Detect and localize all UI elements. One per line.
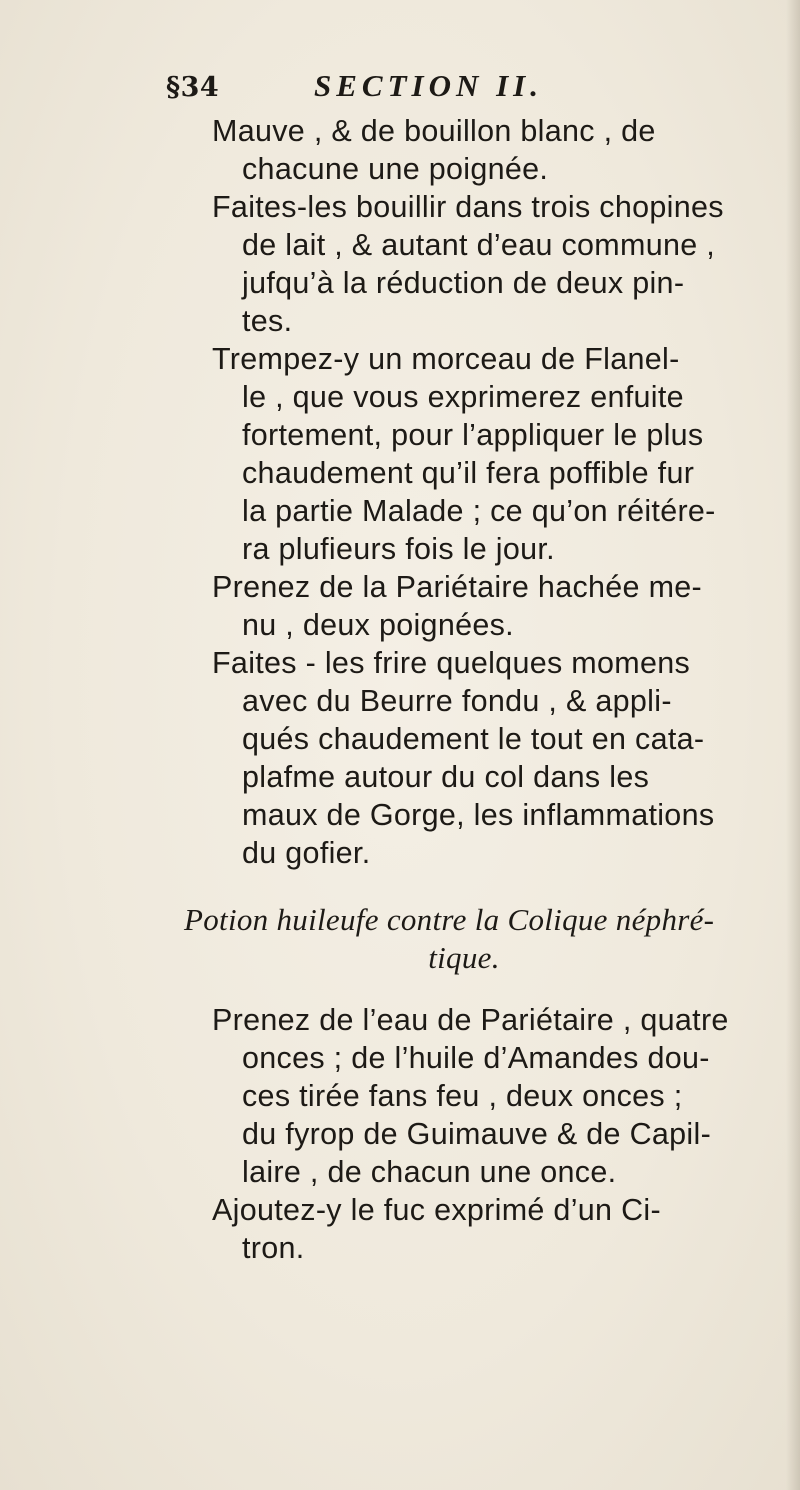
paragraph (212, 112, 772, 188)
text-line: tes. (242, 304, 293, 338)
text-line: jufqu’à la réduction de deux pin- (242, 266, 685, 300)
text-line: avec du Beurre fondu , & appli- (242, 684, 672, 718)
recipe-heading-continuation: tique. (428, 940, 500, 975)
text-line: fortement, pour l’appliquer le plus (242, 418, 704, 452)
text-line: maux de Gorge, les inflammations (242, 798, 715, 832)
text-line: nu , deux poignées. (242, 608, 514, 642)
text-line: laire , de chacun une once. (242, 1155, 617, 1189)
paragraph (212, 1001, 772, 1191)
text-line: plafme autour du col dans les (242, 760, 650, 794)
paragraph (212, 188, 772, 340)
body-text (184, 112, 772, 1267)
paragraph (212, 1191, 772, 1267)
text-line: Trempez-y un morceau de Flanel- (212, 342, 680, 376)
paragraph (212, 644, 772, 872)
page-number: §34 (166, 72, 220, 103)
text-line: ces tirée fans feu , deux onces ; (242, 1079, 683, 1113)
text-line: du gofier. (242, 836, 371, 870)
paragraph (212, 340, 772, 568)
page-header (166, 68, 726, 112)
paragraph (212, 568, 772, 644)
text-line: tron. (242, 1231, 305, 1265)
text-line: Mauve , & de bouillon blanc , de (212, 114, 656, 148)
text-line: chacune une poignée. (242, 152, 549, 186)
text-line: ra plufieurs fois le jour. (242, 532, 555, 566)
page-edge-shadow (786, 0, 800, 1490)
text-line: Faites - les frire quelques momens (212, 646, 691, 680)
text-line: chaudement qu’il fera poffible fur (242, 456, 695, 490)
running-head: SECTION II. (314, 68, 543, 103)
text-line: la partie Malade ; ce qu’on réitére- (242, 494, 716, 528)
text-line: du fyrop de Guimauve & de Capil- (242, 1117, 712, 1151)
text-line: Ajoutez-y le fuc exprimé d’un Ci- (212, 1193, 661, 1227)
text-line: onces ; de l’huile d’Amandes dou- (242, 1041, 710, 1075)
text-line: qués chaudement le tout en cata- (242, 722, 705, 756)
text-line: de lait , & autant d’eau commune , (242, 228, 716, 262)
text-line: Faites-les bouillir dans trois chopines (212, 190, 724, 224)
recipe-heading: Potion huileufe contre la Colique néphré- (184, 902, 715, 937)
text-line: Prenez de l’eau de Pariétaire , quatre (212, 1003, 729, 1037)
text-line: Prenez de la Pariétaire hachée me- (212, 570, 702, 604)
text-line: le , que vous exprimerez enfuite (242, 380, 684, 414)
